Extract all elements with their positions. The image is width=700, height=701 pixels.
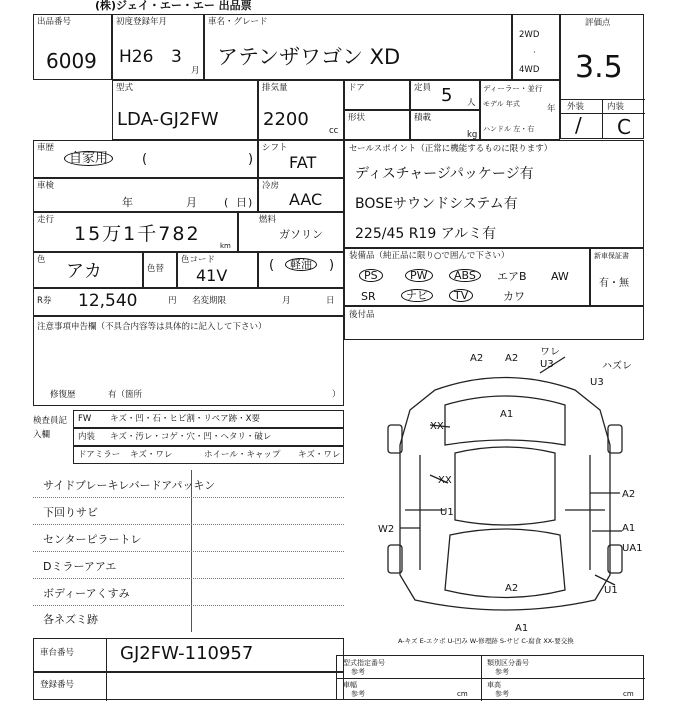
equip-sr: SR — [361, 290, 376, 303]
inspector-section — [33, 410, 344, 464]
inspector-int-name: 内装 — [78, 432, 96, 442]
type-code: LDA-GJ2FW — [117, 109, 219, 130]
chassis-label: 車台番号 — [40, 648, 75, 658]
mark-ua1: UA1 — [622, 543, 643, 554]
category-number-label: 類別区分番号 — [487, 659, 529, 667]
displacement-unit: cc — [329, 126, 339, 136]
first-reg-month: 3 — [171, 47, 182, 67]
mileage-label: 走行 — [37, 215, 55, 225]
type-designation-label: 型式指定番号 — [343, 659, 385, 667]
new-car-warranty-box — [590, 248, 644, 306]
first-reg-month-unit: 月 — [191, 66, 200, 76]
inspector-row-fw — [73, 410, 344, 428]
color-code-value: 41V — [196, 266, 228, 285]
color-code-label: 色コード — [181, 255, 216, 265]
note-line-4: Dミラーアアエ — [43, 560, 117, 573]
fuel-box — [238, 212, 344, 252]
type-box — [112, 80, 258, 140]
color-value: アカ — [66, 261, 102, 282]
ref-3: 参考 — [351, 690, 365, 698]
mark-a1-rear: A1 — [515, 623, 529, 634]
width-label: 車幅 — [343, 681, 357, 689]
shape-label: 形状 — [348, 113, 366, 123]
recycle-box — [33, 288, 344, 316]
color-change-label: 色替 — [147, 264, 165, 274]
inspector-row-interior — [73, 428, 344, 446]
type-label: 型式 — [116, 83, 134, 93]
mark-u3-2: U3 — [590, 377, 604, 388]
title-day: 日 — [326, 296, 335, 306]
load-box — [410, 110, 480, 140]
capacity-box — [410, 80, 480, 110]
inspector-label: 検査員記入欄 — [33, 416, 68, 440]
model-year-label: モデル 年式 — [483, 100, 520, 108]
mark-u3-1: U3 — [540, 359, 554, 370]
usage-label: 車歴 — [37, 143, 55, 153]
equip-abs: ABS — [449, 269, 481, 282]
color-code-box — [177, 252, 258, 288]
chassis-number: GJ2FW-110957 — [120, 643, 254, 664]
mark-w2: W2 — [378, 524, 395, 535]
mark-a2-right: A2 — [622, 489, 636, 500]
note-line-1: サイドブレーキレバードアパッキン — [43, 479, 216, 492]
aircon-box — [258, 178, 344, 212]
equipment-label: 装備品（純正品に限り○で囲んで下さい） — [349, 251, 510, 261]
fuel-label: 燃料 — [259, 215, 277, 225]
repair-label: 修復歴 — [50, 390, 76, 400]
recycle-unit: 円 — [168, 296, 177, 306]
fuel-diesel: 軽油 — [285, 258, 317, 271]
repair-value: 有（箇所 — [108, 390, 143, 400]
notes-box — [33, 316, 344, 406]
inspection-day: 日 — [236, 196, 247, 209]
mark-a2-1: A2 — [470, 353, 484, 364]
new-car-warranty-label: 新車保証書 — [594, 252, 629, 260]
lot-label: 出品番号 — [37, 17, 72, 27]
usage-value: 自家用 — [64, 151, 113, 166]
sales-point-3: 225/45 R19 アルミ有 — [355, 226, 497, 242]
displacement-value: 2200 — [263, 109, 309, 130]
equip-navi: ナビ — [401, 289, 433, 302]
displacement-box — [258, 80, 344, 140]
color-change-box — [143, 252, 177, 288]
ext-grade: / — [575, 113, 582, 137]
height-unit: cm — [623, 690, 634, 698]
sales-points-label: セールスポイント（正常に機能するものに限ります） — [349, 144, 553, 154]
inspector-mirror-text: キズ・ワレ — [130, 450, 173, 460]
damage-legend: A-キズ E-エクボ U-凹み W-修理跡 S-サビ C-腐食 XX-要交換 — [398, 637, 574, 645]
inspection-label: 車検 — [37, 181, 55, 191]
equip-pw: PW — [405, 269, 433, 282]
dealer-label: ディーラー・並行 — [483, 84, 543, 93]
model-name: アテンザワゴン XD — [217, 45, 401, 69]
inspection-box: 車検 年 月 ( 日 ) — [33, 178, 258, 212]
notes-label: 注意事項申告欄（不具合内容等は具体的に記入して下さい） — [37, 322, 267, 332]
note-line-3: センターピラートレ — [43, 533, 142, 546]
inspector-row-mirror — [73, 446, 344, 464]
equip-tv: TV — [449, 289, 473, 302]
mark-u1-right: U1 — [604, 585, 618, 596]
displacement-label: 排気量 — [262, 83, 288, 93]
grade-label: 評価点 — [585, 18, 611, 28]
capacity-unit: 人 — [467, 98, 476, 108]
repair-close: ） — [332, 390, 341, 400]
aftermarket-box — [344, 306, 644, 340]
ref-4: 参考 — [495, 690, 509, 698]
width-unit: cm — [457, 690, 468, 698]
mark-hazure: ハズレ — [602, 361, 632, 372]
mark-ware: ワレ — [540, 347, 560, 358]
drive-2wd: 2WD — [519, 30, 540, 40]
inspector-int-text: キズ・汚レ・コゲ・穴・凹・ヘタリ・破レ — [110, 432, 272, 442]
capacity-label: 定員 — [414, 83, 432, 93]
first-reg-era: H26 — [119, 47, 154, 67]
shift-value: FAT — [289, 153, 317, 172]
ref-2: 参考 — [495, 668, 509, 676]
height-label: 車高 — [487, 681, 501, 689]
fuel-diesel-box: ( 軽油 ) — [258, 252, 344, 288]
color-label: 色 — [37, 255, 46, 265]
dealer-box — [480, 80, 560, 140]
new-car-warranty-value: 有・無 — [599, 278, 629, 289]
car-diagram — [360, 345, 650, 635]
drive-box: 2WD · 4WD — [512, 14, 560, 80]
color-box — [33, 252, 143, 288]
grade-score: 3.5 — [575, 50, 623, 85]
drive-4wd: 4WD — [519, 65, 540, 75]
lot-number: 6009 — [46, 49, 97, 73]
mark-a2-trunk: A2 — [505, 583, 519, 594]
grade-box — [560, 14, 644, 139]
shift-label: シフト — [262, 143, 288, 153]
inspector-fw-text: キズ・凹・石・ヒビ割・リペア跡・X要 — [110, 414, 260, 424]
capacity-value: 5 — [441, 85, 453, 106]
model-label: 車名・グレード — [208, 17, 268, 27]
registration-label: 登録番号 — [40, 680, 75, 690]
inspector-mirror-name: ドアミラー — [78, 450, 121, 460]
load-unit: kg — [467, 130, 478, 140]
inspector-fw-name: FW — [78, 414, 92, 424]
chassis-box — [33, 638, 344, 672]
mark-a1-hood: A1 — [500, 409, 514, 420]
mileage-unit: km — [220, 242, 231, 250]
inspection-year: 年 — [122, 196, 133, 209]
registration-box — [33, 672, 344, 700]
int-grade: C — [617, 115, 631, 139]
mark-u1-left: U1 — [440, 507, 454, 518]
sales-point-1: ディスチャージパッケージ有 — [355, 166, 534, 182]
shift-box — [258, 140, 344, 178]
model-box — [204, 14, 512, 80]
note-line-5: ボディーアくすみ — [43, 587, 130, 600]
recycle-value: 12,540 — [78, 291, 138, 311]
equipment-box — [344, 248, 590, 306]
mark-xx-1: XX — [430, 421, 444, 432]
inspector-wheel-name: ホイール・キャップ — [204, 450, 281, 460]
note-line-6: 各ネズミ跡 — [43, 613, 98, 626]
doors-label: ドア — [348, 83, 365, 93]
note-line-2: 下回りサビ — [43, 506, 98, 519]
inspector-wheel-text: キズ・ワレ — [298, 450, 341, 460]
equip-airbag: エアB — [497, 270, 527, 283]
fuel-gas: ガソリン — [279, 228, 323, 241]
notes-grid — [33, 470, 344, 632]
equip-leather: カワ — [503, 290, 525, 303]
lot-box — [33, 14, 112, 80]
usage-box: 車歴 自家用 ( ) — [33, 140, 258, 178]
doors-box — [344, 80, 410, 110]
equip-aw: AW — [551, 270, 569, 283]
mileage-value: 15万1千782 — [74, 223, 201, 245]
first-reg-box — [112, 14, 204, 80]
shape-box — [344, 110, 410, 140]
load-label: 積載 — [414, 113, 432, 123]
aircon-label: 冷房 — [262, 181, 280, 191]
ext-label: 外装 — [567, 102, 585, 112]
title-change-label: 名変期限 — [192, 296, 227, 306]
handle-label: ハンドル 左・右 — [483, 125, 535, 133]
ref-1: 参考 — [351, 668, 365, 676]
mark-xx-2: XX — [438, 475, 452, 486]
sheet-title: (株)ジェイ・エー・エー 出品票 — [95, 0, 252, 12]
mark-a2-2: A2 — [505, 353, 519, 364]
sales-points-box — [344, 140, 644, 248]
recycle-label: R券 — [37, 296, 52, 306]
equip-ps: PS — [359, 269, 383, 282]
title-month: 月 — [282, 296, 291, 306]
spec-footer — [336, 655, 644, 700]
aircon-value: AAC — [289, 190, 323, 209]
sales-point-2: BOSEサウンドシステム有 — [355, 196, 518, 212]
mark-a1-right: A1 — [622, 523, 636, 534]
inspection-month: 月 — [186, 196, 197, 209]
first-reg-label: 初度登録年月 — [116, 17, 168, 27]
int-label: 内装 — [607, 102, 625, 112]
aftermarket-label: 後付品 — [349, 310, 375, 320]
year-unit: 年 — [547, 104, 556, 114]
mileage-box — [33, 212, 238, 252]
